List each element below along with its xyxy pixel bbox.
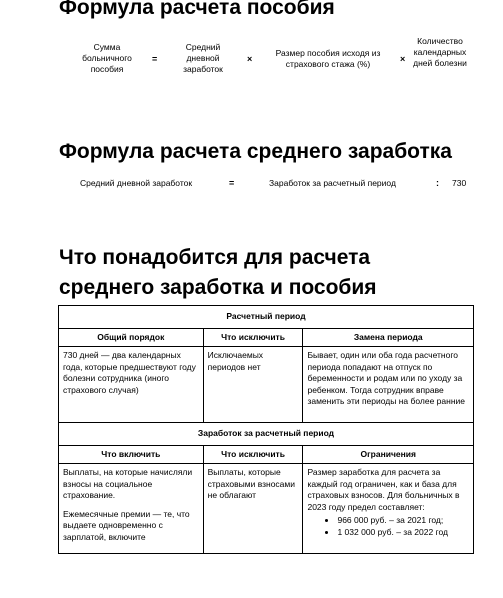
section-title-line-1: Что понадобится для расчета (59, 246, 371, 269)
limits-list (307, 515, 469, 538)
table-cell (59, 464, 204, 554)
table-cell: 730 дней — два календарных года, которые предшествуют году болезни сотрудника (иного страхового случая) (59, 347, 204, 423)
formula-term-days: Количество календарных дней болезни (413, 36, 467, 68)
list-item: • 1 032 000 руб. – за 2022 год (337, 527, 469, 539)
cell-paragraph: Размер заработка для расчета за каждый год ограничен, как и база для страховых взносов. Для больничных в 2023 году предел составляет: (307, 467, 460, 512)
table-section-header: Расчетный период (59, 306, 474, 329)
formula2-title: Формула расчета среднего заработка (59, 140, 452, 163)
formula-operator-mult-1: × (247, 54, 253, 64)
section-title-line-2: среднего заработка и пособия (59, 276, 377, 299)
formula-operator-mult-2: × (400, 54, 406, 64)
formula2-left: Средний дневной заработок (80, 178, 193, 188)
table-column-header: Что исключить (203, 445, 303, 464)
table-cell (303, 464, 474, 554)
table-column-header: Ограничения (303, 445, 474, 464)
table-column-header: Общий порядок (59, 328, 204, 347)
cell-paragraph: Ежемесячные премии — те, что выдаете одновременно с зарплатой, включите (63, 508, 190, 542)
formula2-operator-div: : (436, 178, 439, 188)
table-cell: Выплаты, которые страховыми взносами не облагают (203, 464, 303, 554)
section-title (59, 243, 377, 303)
calculation-table (58, 305, 474, 554)
formula-term-sick-pay: Сумма больничного пособия (82, 42, 132, 74)
table-column-header: Что исключить (203, 328, 303, 347)
formula2-middle: Заработок за расчетный период (269, 178, 396, 188)
table-column-header: Замена периода (303, 328, 474, 347)
table-cell: Бывает, один или оба года расчетного периода попадают на отпуск по беременности и родам или по уходу за ребенком. Тогда сотрудник вправе заменить эти периоды на более ранние (303, 347, 474, 423)
formula2-operator-eq: = (229, 178, 235, 188)
list-item: • 966 000 руб. – за 2021 год; (337, 515, 469, 527)
formula2-right: 730 (452, 178, 467, 188)
cell-paragraph: Выплаты, на которые начисляли взносы на социальное страхование. (63, 467, 193, 500)
formula-title: Формула расчета пособия (59, 0, 335, 19)
formula-operator-eq: = (152, 54, 158, 64)
formula-term-percent: Размер пособия исходя из страхового стажа (%) (275, 48, 381, 69)
formula-term-daily-earnings: Средний дневной заработок (183, 42, 223, 74)
table-column-header: Что включить (59, 445, 204, 464)
table-cell: Исключаемых периодов нет (203, 347, 303, 423)
table-section-header: Заработок за расчетный период (59, 423, 474, 446)
